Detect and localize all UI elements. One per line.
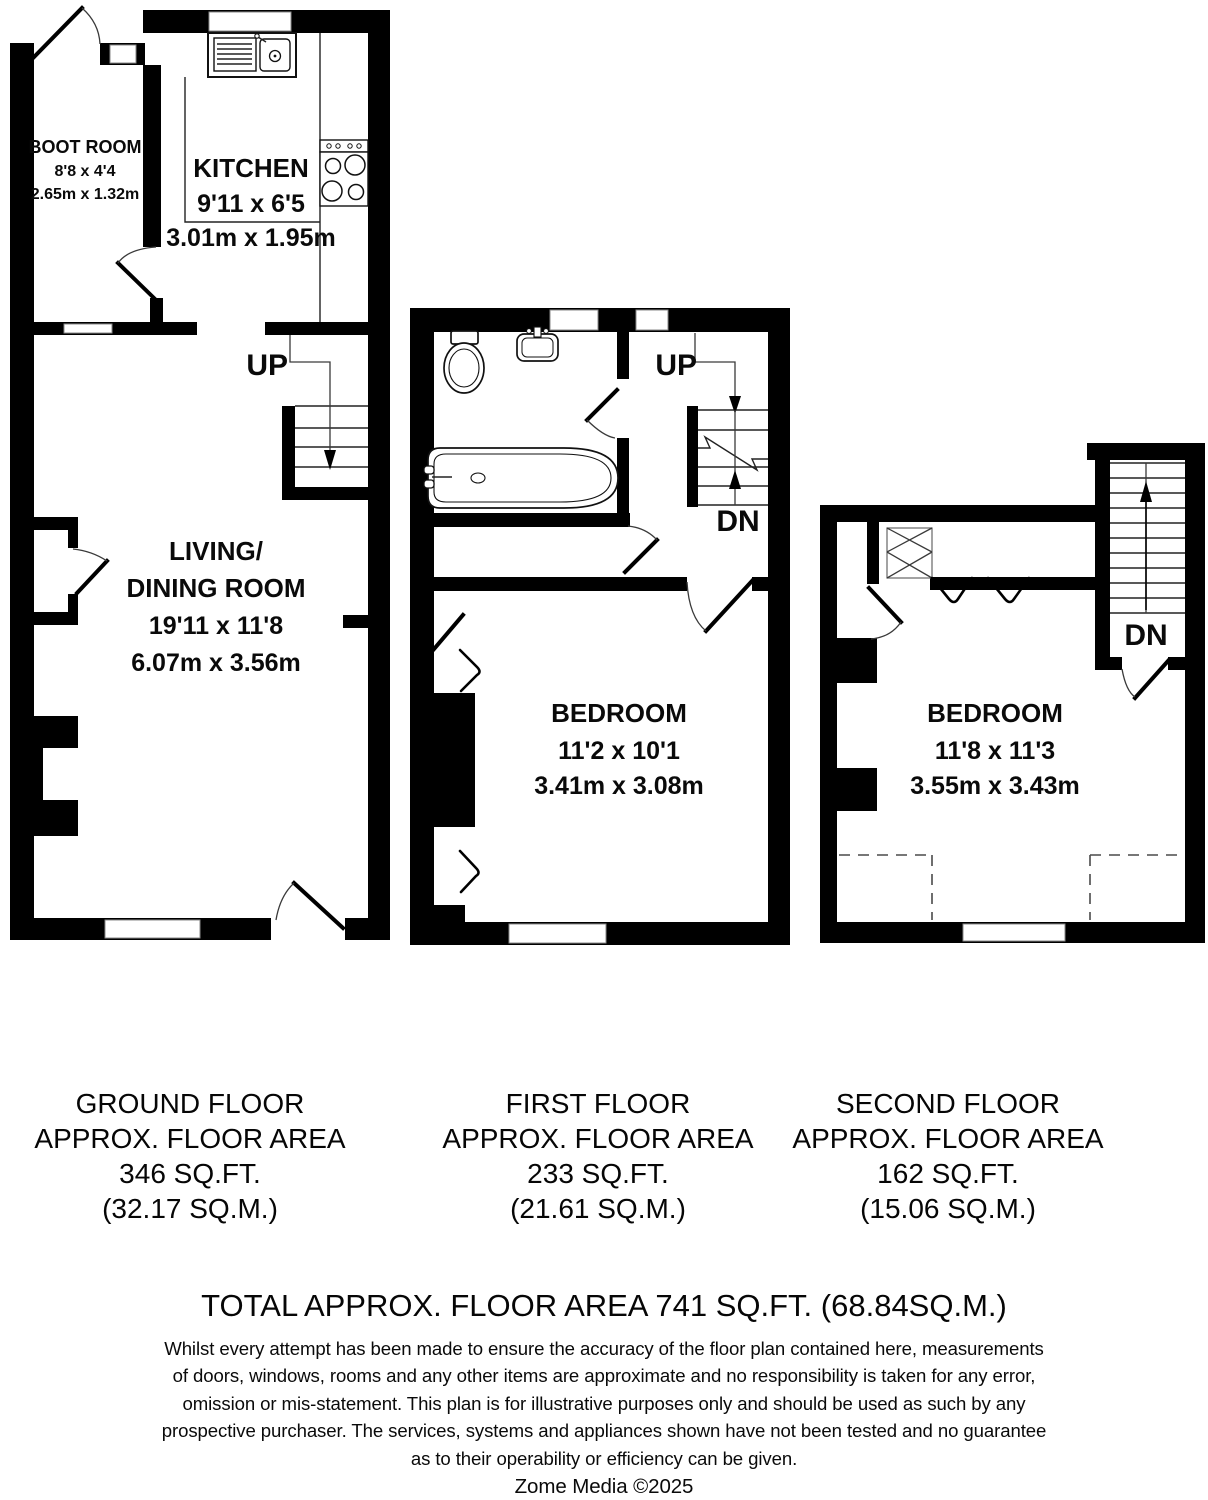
svg-text:KITCHEN: KITCHEN	[193, 153, 309, 183]
kitchen-window	[209, 12, 291, 31]
tap-icon	[424, 480, 434, 488]
chimney-breast	[10, 716, 78, 748]
first-floor-plan	[410, 308, 790, 945]
rooflight	[887, 528, 932, 578]
bedroom2-label	[910, 698, 1080, 800]
chimney-breast	[837, 638, 877, 683]
boot-room-window	[110, 45, 136, 63]
second-floor-plan	[820, 443, 1205, 943]
restricted-height-lines	[839, 855, 1183, 920]
first-dn-label: DN	[716, 505, 760, 538]
kitchen-door	[118, 263, 156, 300]
ground-up-label: UP	[246, 349, 288, 382]
second-windows	[963, 924, 1065, 941]
svg-text:DINING ROOM: DINING ROOM	[126, 573, 306, 603]
ground-floor-area-caption	[34, 1086, 345, 1226]
eaves-door	[869, 588, 901, 622]
disclaimer	[162, 1335, 1046, 1500]
living-room-window	[105, 920, 200, 938]
bedroom2-window	[963, 924, 1065, 941]
bedroom1-label	[534, 698, 704, 800]
svg-text:BOOT ROOM: BOOT ROOM	[28, 137, 142, 157]
chimney-breast	[434, 693, 475, 827]
disclaimer-line: as to their operability or efficiency can be given.	[410, 1447, 798, 1469]
disclaimer-line: of doors, windows, rooms and any other items are approximate and no responsibility is taken for any error,	[172, 1365, 1036, 1387]
first-stairs	[695, 333, 768, 505]
stairs-down-arrow	[729, 470, 741, 489]
svg-text:6.07m x 3.56m: 6.07m x 3.56m	[131, 649, 301, 677]
second-dn-label: DN	[1124, 619, 1168, 652]
second-walls	[820, 443, 1205, 943]
credit: Zome Media ©2025	[514, 1475, 694, 1499]
front-door	[77, 561, 107, 593]
caption-line: FIRST FLOOR	[505, 1088, 691, 1119]
stairs-down-arrow	[1140, 481, 1152, 502]
internal-window	[64, 324, 112, 333]
svg-text:3.01m x 1.95m: 3.01m x 1.95m	[166, 224, 336, 252]
bathroom-door	[587, 390, 617, 420]
bathroom-window	[550, 310, 598, 330]
hob	[320, 140, 368, 206]
caption-line: SECOND FLOOR	[835, 1088, 1061, 1119]
ground-floor-plan	[10, 8, 390, 940]
svg-text:3.41m x 3.08m: 3.41m x 3.08m	[534, 772, 704, 800]
caption-line: (15.06 SQ.M.)	[860, 1193, 1036, 1224]
svg-text:11'2 x 10'1: 11'2 x 10'1	[558, 737, 680, 765]
second-stairs	[1110, 463, 1185, 613]
disclaimer-line: omission or mis-statement. This plan is for illustrative purposes only and should be used as such by any	[182, 1392, 1026, 1414]
caption-line: 346 SQ.FT.	[119, 1158, 261, 1189]
ground-stairs	[290, 335, 368, 470]
second-floor-area-caption	[792, 1086, 1103, 1226]
disclaimer-line: Whilst every attempt has been made to ensure the accuracy of the floor plan contained here, measurements	[164, 1338, 1044, 1359]
total-floor-area: TOTAL APPROX. FLOOR AREA 741 SQ.FT. (68.84SQ.M.)	[201, 1288, 1007, 1323]
svg-text:BEDROOM: BEDROOM	[551, 698, 687, 728]
svg-text:BEDROOM: BEDROOM	[927, 698, 1063, 728]
tap-icon	[534, 327, 541, 337]
toilet	[444, 331, 484, 393]
first-floor-area-caption	[442, 1086, 753, 1226]
stairs-door	[1135, 661, 1168, 698]
living-dining-label	[126, 536, 305, 677]
svg-text:11'8 x 11'3: 11'8 x 11'3	[934, 737, 1056, 765]
landing-window	[636, 310, 668, 330]
second-doors	[869, 588, 1168, 698]
landing-door	[625, 540, 657, 572]
caption-line: 162 SQ.FT.	[877, 1158, 1019, 1189]
svg-text:8'8 x 4'4: 8'8 x 4'4	[54, 163, 116, 180]
svg-text:19'11 x 11'8: 19'11 x 11'8	[148, 612, 284, 640]
first-windows	[509, 310, 668, 943]
basin	[517, 327, 558, 361]
caption-line: APPROX. FLOOR AREA	[792, 1123, 1104, 1154]
kitchen-sink	[208, 33, 296, 77]
boot-room-label	[29, 137, 142, 203]
svg-text:3.55m x 3.43m: 3.55m x 3.43m	[910, 772, 1080, 800]
tap-icon	[424, 466, 434, 474]
stair-break-line	[698, 437, 768, 470]
disclaimer-line: prospective purchaser. The services, systems and appliances shown have not been tested and no guarantee	[161, 1420, 1047, 1442]
caption-line: APPROX. FLOOR AREA	[442, 1123, 754, 1154]
bath	[424, 448, 618, 508]
svg-text:LIVING/: LIVING/	[169, 536, 263, 566]
svg-text:2.65m x 1.32m: 2.65m x 1.32m	[30, 186, 140, 203]
caption-line: GROUND FLOOR	[75, 1088, 305, 1119]
alcove-door	[434, 615, 463, 649]
kitchen-label	[166, 153, 336, 252]
caption-line: APPROX. FLOOR AREA	[34, 1123, 346, 1154]
first-up-label: UP	[655, 349, 697, 382]
bedroom-window	[509, 924, 606, 943]
entrance-door	[34, 8, 82, 57]
caption-line: 233 SQ.FT.	[527, 1158, 669, 1189]
caption-line: (21.61 SQ.M.)	[510, 1193, 686, 1224]
svg-text:9'11 x 6'5: 9'11 x 6'5	[197, 190, 305, 218]
bedroom-door	[706, 581, 752, 631]
caption-line: (32.17 SQ.M.)	[102, 1193, 278, 1224]
